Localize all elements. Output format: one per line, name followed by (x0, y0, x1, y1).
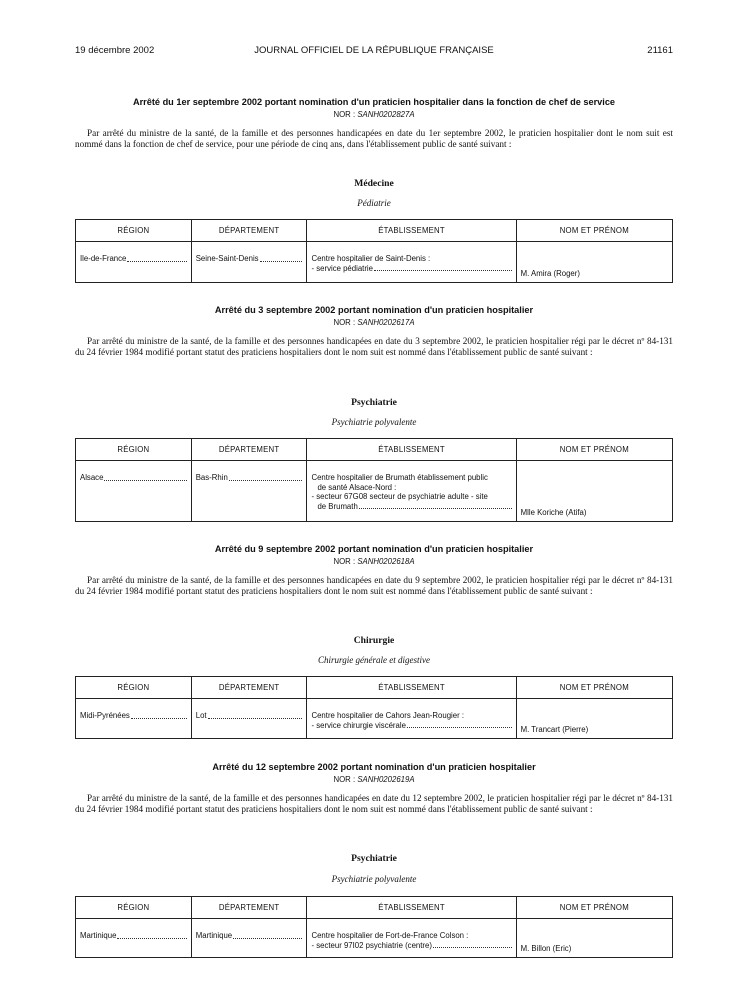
col-departement: DÉPARTEMENT (191, 897, 307, 919)
table-header-row (76, 439, 673, 461)
col-departement: DÉPARTEMENT (191, 220, 307, 242)
col-etablissement: ÉTABLISSEMENT (307, 897, 516, 919)
nor-code: SANH0202618A (357, 557, 415, 566)
decree-paragraph: Par arrêté du ministre de la santé, de la famille et des personnes handicapées en date du 12 septembre 2002, le praticien hospitalier régi par le décret nº 84-131 du 24 février 1984 modifié portant statut des praticiens hospitaliers dont le nom suit est nommé dans l'établissement public de santé suivant : (75, 793, 673, 814)
appointment-table (75, 219, 673, 283)
cell-etablissement: Centre hospitalier de Cahors Jean-Rougier : - service chirurgie viscérale (307, 699, 516, 739)
cell-departement: Bas-Rhin (191, 461, 307, 522)
table-row (76, 919, 673, 958)
nor-reference (75, 317, 673, 328)
table-row (76, 242, 673, 283)
cell-departement: Seine-Saint-Denis (191, 242, 307, 283)
nor-reference (75, 774, 673, 785)
nor-code: SANH0202617A (357, 318, 415, 327)
decree-title: Arrêté du 1er septembre 2002 portant nomination d'un praticien hospitalier dans la fonction de chef de service (132, 97, 616, 107)
cell-departement: Martinique (191, 919, 307, 958)
header-date: 19 décembre 2002 (75, 45, 155, 56)
table-row (76, 699, 673, 739)
decree-title: Arrêté du 3 septembre 2002 portant nomination d'un praticien hospitalier (214, 305, 534, 315)
col-region: RÉGION (76, 897, 192, 919)
col-etablissement: ÉTABLISSEMENT (307, 677, 516, 699)
decree-paragraph: Par arrêté du ministre de la santé, de la famille et des personnes handicapées en date du 9 septembre 2002, le praticien hospitalier régi par le décret nº 84-131 du 24 février 1984 modifié portant statut des praticiens hospitaliers dont le nom suit est nommé dans l'établissement public de santé suivant : (75, 575, 673, 596)
table-header-row (76, 220, 673, 242)
cell-nom: Mlle Koriche (Atifa) (516, 461, 672, 522)
appointment-table (75, 676, 673, 739)
col-departement: DÉPARTEMENT (191, 677, 307, 699)
decree-paragraph: Par arrêté du ministre de la santé, de la famille et des personnes handicapées en date du 1er septembre 2002, le praticien hospitalier dont le nom suit est nommé dans la fonction de chef de service, pour une période de cinq ans, dans l'établissement public de santé suivant : (75, 128, 673, 149)
nor-label: NOR : (333, 775, 356, 784)
nor-label: NOR : (333, 557, 356, 566)
col-region: RÉGION (76, 677, 192, 699)
nor-reference (75, 556, 673, 567)
header-page-number: 21161 (647, 45, 673, 56)
table-header-row (76, 677, 673, 699)
col-nom: NOM ET PRÉNOM (516, 220, 672, 242)
cell-etablissement: Centre hospitalier de Brumath établissement public de santé Alsace-Nord : - secteur 67G08 secteur de psychiatrie adulte - site de Brumath (307, 461, 516, 522)
specialty-heading: Psychiatrie (351, 397, 397, 408)
appointment-table (75, 438, 673, 522)
decree-section (75, 761, 673, 814)
decree-section (75, 304, 673, 357)
cell-region: Ile-de-France (76, 242, 192, 283)
nor-code: SANH0202619A (357, 775, 415, 784)
decree-paragraph: Par arrêté du ministre de la santé, de la famille et des personnes handicapées en date du 3 septembre 2002, le praticien hospitalier régi par le décret nº 84-131 du 24 février 1984 modifié portant statut des praticiens hospitaliers dont le nom suit est nommé dans l'établissement public de santé suivant : (75, 336, 673, 357)
specialty-heading: Psychiatrie (351, 853, 397, 864)
decree-title: Arrêté du 12 septembre 2002 portant nomination d'un praticien hospitalier (212, 762, 536, 772)
col-nom: NOM ET PRÉNOM (516, 897, 672, 919)
decree-section (75, 96, 673, 149)
appointment-table (75, 896, 673, 958)
cell-etablissement: Centre hospitalier de Fort-de-France Colson : - secteur 97I02 psychiatrie (centre) (307, 919, 516, 958)
table-row (76, 461, 673, 522)
col-departement: DÉPARTEMENT (191, 439, 307, 461)
specialty-heading: Médecine (354, 178, 394, 189)
nor-label: NOR : (333, 110, 356, 119)
decree-section (75, 543, 673, 596)
cell-region: Alsace (76, 461, 192, 522)
subspecialty-heading: Chirurgie générale et digestive (318, 655, 430, 665)
cell-etablissement: Centre hospitalier de Saint-Denis : - service pédiatrie (307, 242, 516, 283)
specialty-heading: Chirurgie (353, 635, 395, 646)
col-region: RÉGION (76, 220, 192, 242)
col-region: RÉGION (76, 439, 192, 461)
cell-region: Martinique (76, 919, 192, 958)
decree-title: Arrêté du 9 septembre 2002 portant nomination d'un praticien hospitalier (214, 544, 534, 554)
nor-reference (75, 109, 673, 120)
page-header (75, 45, 673, 59)
cell-departement: Lot (191, 699, 307, 739)
header-journal-title: JOURNAL OFFICIEL DE LA RÉPUBLIQUE FRANÇAISE (254, 45, 494, 56)
subspecialty-heading: Psychiatrie polyvalente (331, 874, 417, 884)
col-nom: NOM ET PRÉNOM (516, 439, 672, 461)
cell-nom: M. Trancart (Pierre) (516, 699, 672, 739)
nor-label: NOR : (333, 318, 356, 327)
col-nom: NOM ET PRÉNOM (516, 677, 672, 699)
nor-code: SANH0202827A (357, 110, 415, 119)
table-header-row (76, 897, 673, 919)
col-etablissement: ÉTABLISSEMENT (307, 439, 516, 461)
cell-region: Midi-Pyrénées (76, 699, 192, 739)
cell-nom: M. Amira (Roger) (516, 242, 672, 283)
cell-nom: M. Billon (Eric) (516, 919, 672, 958)
subspecialty-heading: Pédiatrie (357, 198, 391, 208)
col-etablissement: ÉTABLISSEMENT (307, 220, 516, 242)
subspecialty-heading: Psychiatrie polyvalente (331, 417, 417, 427)
